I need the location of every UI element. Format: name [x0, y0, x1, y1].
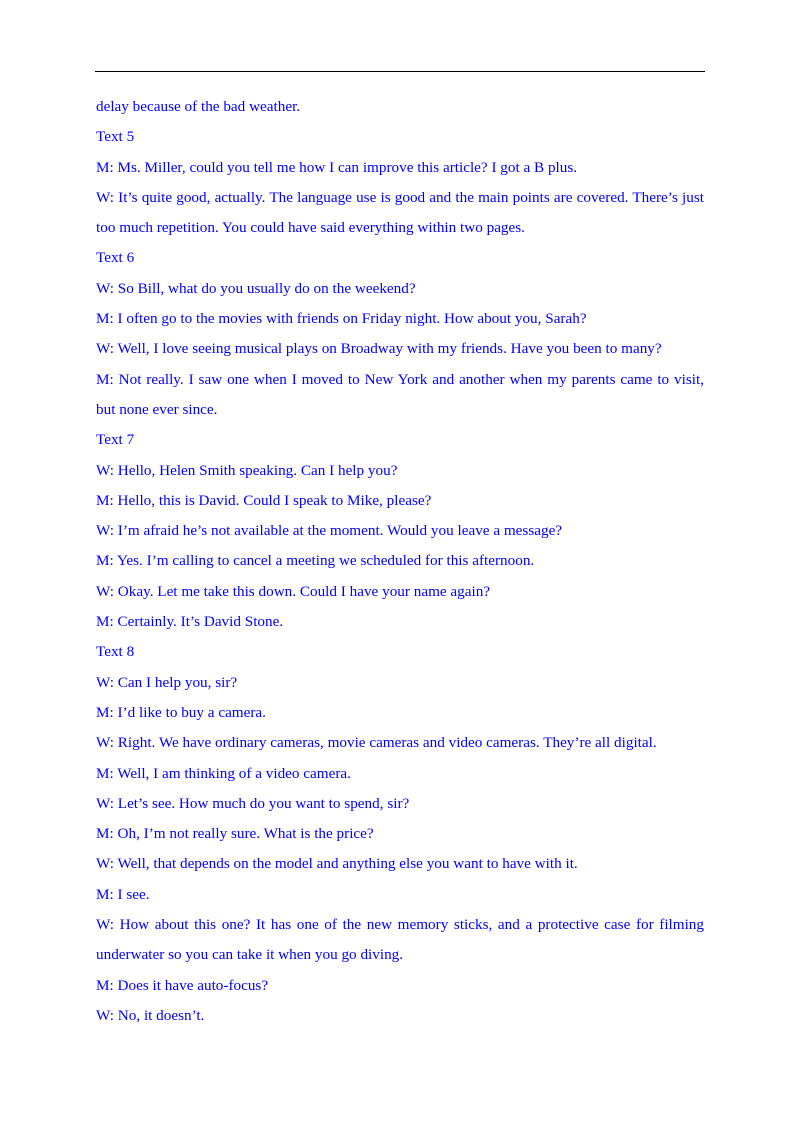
dialogue-line: M: Does it have auto-focus? — [96, 976, 269, 994]
header-rule — [95, 71, 705, 72]
dialogue-paragraph: M: Not really. I saw one when I moved to New York and another when my parents came to visit, but none ever since. — [96, 370, 704, 418]
dialogue-line: M: Hello, this is David. Could I speak to Mike, please? — [96, 491, 432, 509]
dialogue-line: W: So Bill, what do you usually do on the weekend? — [96, 279, 416, 297]
dialogue-line: M: Well, I am thinking of a video camera. — [96, 764, 351, 782]
section-heading: Text 5 — [96, 128, 135, 146]
dialogue-line: M: I see. — [96, 885, 150, 903]
dialogue-line: W: Can I help you, sir? — [96, 673, 238, 691]
dialogue-paragraph: W: It’s quite good, actually. The language use is good and the main points are covered. There’s just too much repetition. You could have said everything within two pages. — [96, 188, 704, 237]
dialogue-line: M: I often go to the movies with friends on Friday night. How about you, Sarah? — [96, 310, 587, 328]
section-heading: Text 6 — [96, 249, 135, 267]
dialogue-line: W: I’m afraid he’s not available at the moment. Would you leave a message? — [96, 522, 563, 540]
dialogue-line: M: Ms. Miller, could you tell me how I can improve this article? I got a B plus. — [96, 158, 578, 176]
dialogue-line: W: Right. We have ordinary cameras, movie cameras and video cameras. They’re all digital. — [96, 734, 657, 752]
dialogue-line: M: Oh, I’m not really sure. What is the price? — [96, 825, 374, 843]
transcript-body — [96, 92, 704, 1031]
dialogue-line: W: Okay. Let me take this down. Could I have your name again? — [96, 582, 491, 600]
section-heading: Text 8 — [96, 643, 135, 661]
text-line: delay because of the bad weather. — [96, 98, 301, 115]
dialogue-line: W: No, it doesn’t. — [96, 1006, 205, 1024]
dialogue-line: W: Hello, Helen Smith speaking. Can I help you? — [96, 461, 398, 479]
dialogue-line: M: Certainly. It’s David Stone. — [96, 613, 284, 631]
dialogue-line: M: Yes. I’m calling to cancel a meeting we scheduled for this afternoon. — [96, 552, 535, 570]
dialogue-line: W: Well, that depends on the model and anything else you want to have with it. — [96, 855, 578, 873]
section-heading: Text 7 — [96, 431, 135, 449]
dialogue-paragraph: W: How about this one? It has one of the new memory sticks, and a protective case for filming underwater so you can take it when you go diving. — [96, 916, 704, 964]
dialogue-line: W: Let’s see. How much do you want to spend, sir? — [96, 794, 410, 812]
dialogue-line: W: Well, I love seeing musical plays on Broadway with my friends. Have you been to many? — [96, 340, 662, 358]
dialogue-line: M: I’d like to buy a camera. — [96, 703, 266, 721]
